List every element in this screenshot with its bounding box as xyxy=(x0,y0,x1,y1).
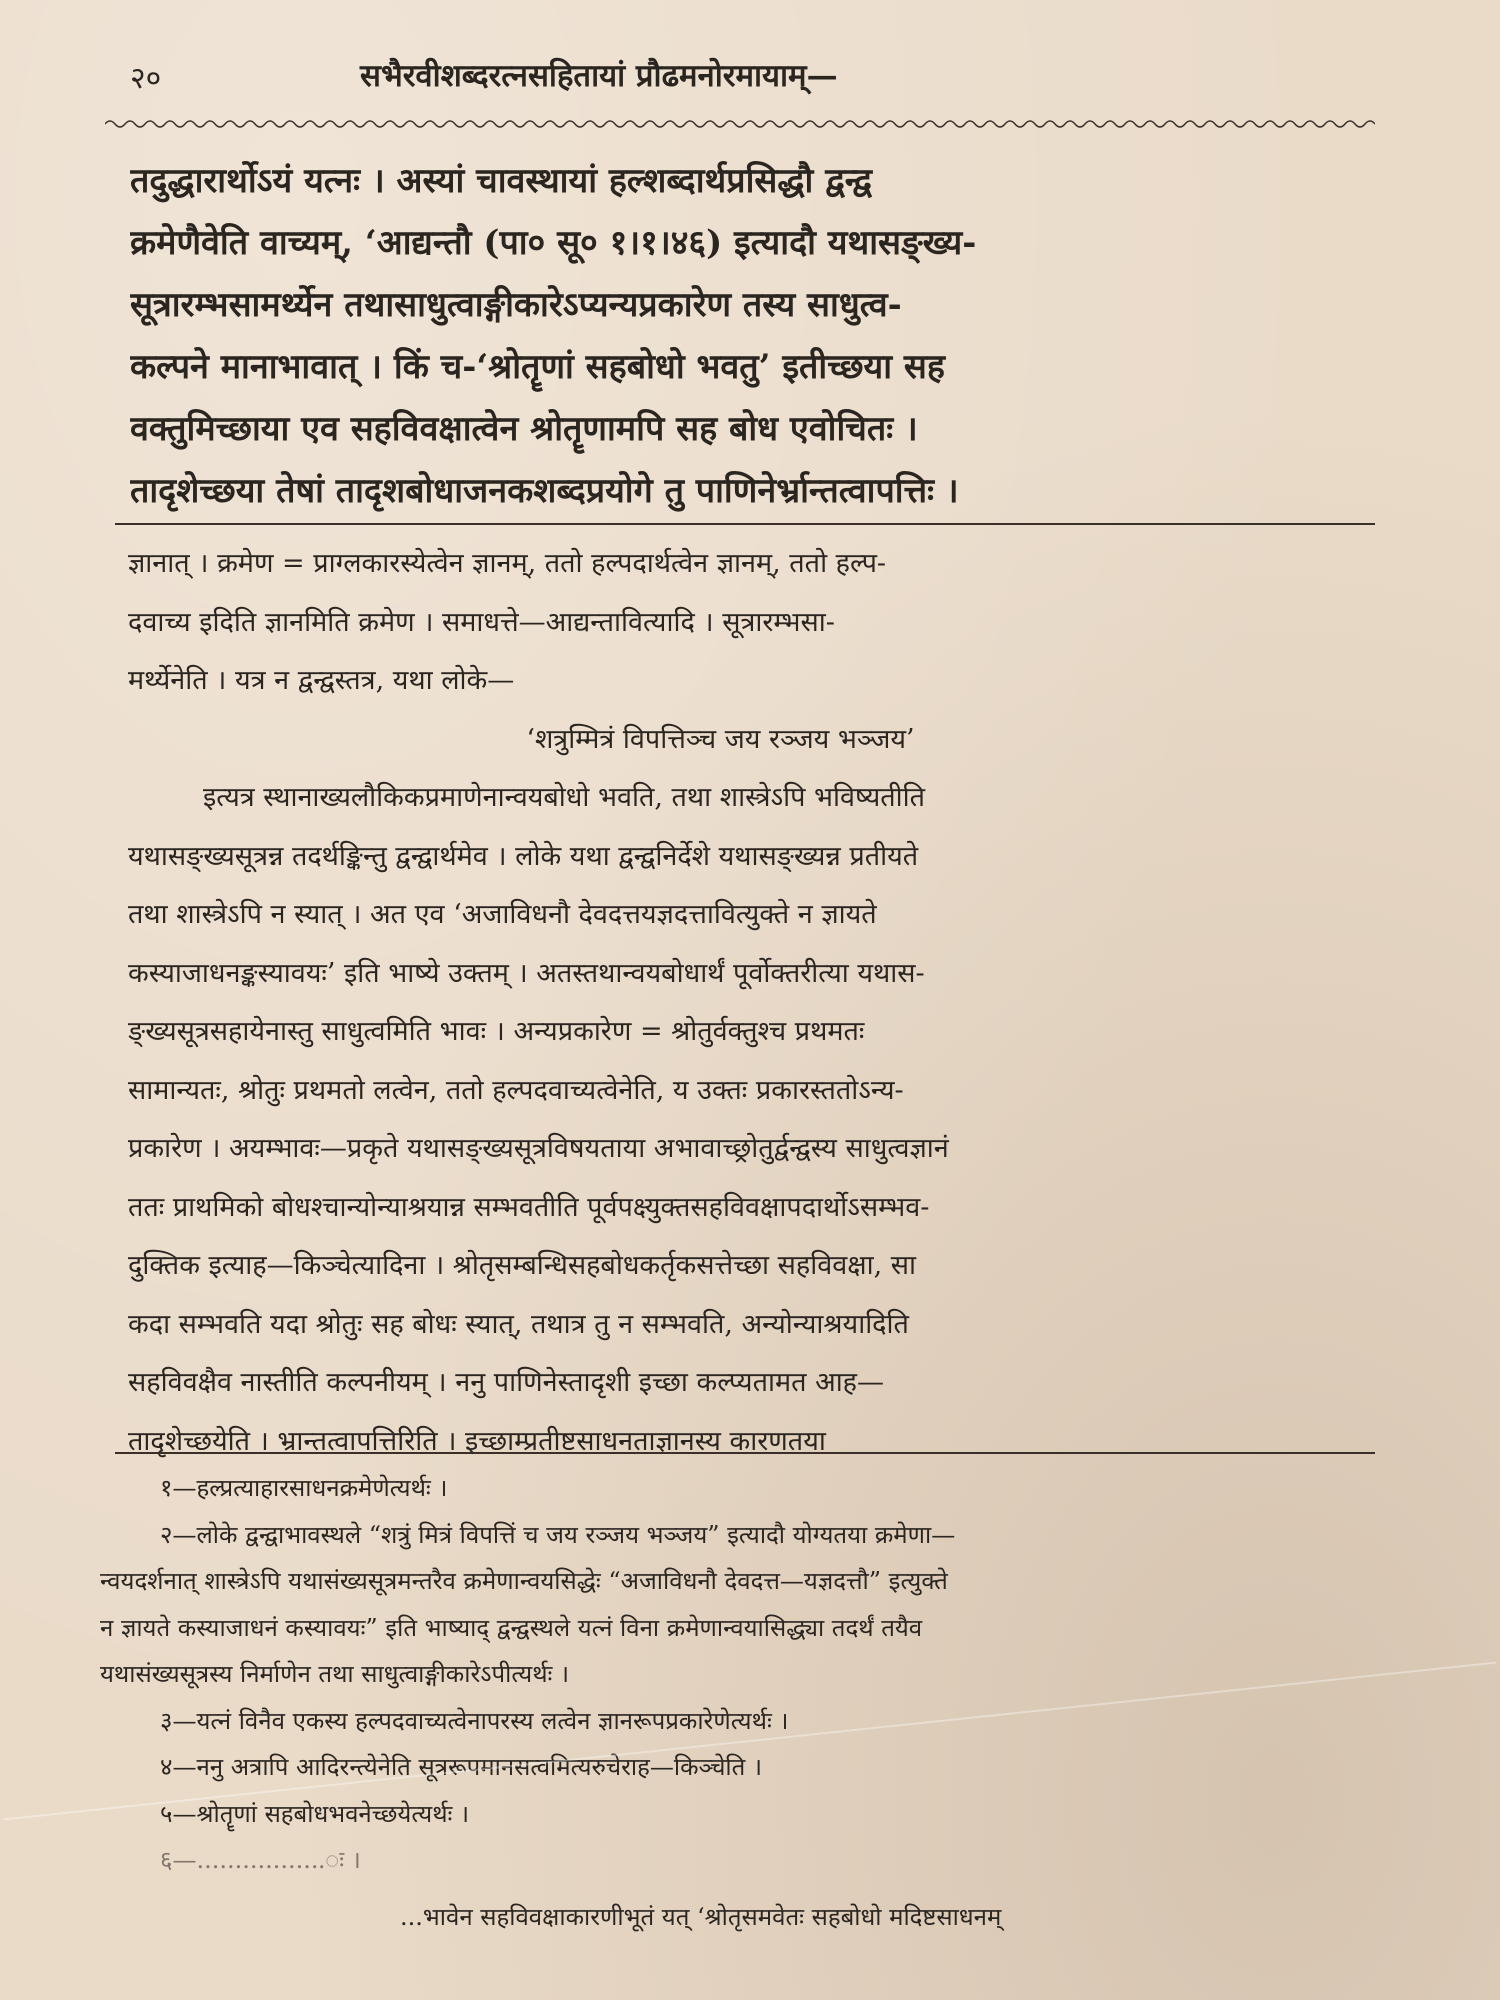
commentary-line: सहविवक्षैव नास्तीति कल्पनीयम् । ननु पाणिनेस्तादृशी इच्छा कल्प्यतामत आह— xyxy=(128,1367,884,1398)
page-number: २० xyxy=(130,61,162,96)
commentary-line: यथासङ्ख्यसूत्रन्न तदर्थङ्किन्तु द्वन्द्वार्थमेव । लोके यथा द्वन्द्वनिर्देशे यथासङ्ख्यन्न प्रतीयते xyxy=(128,840,919,872)
wavy-divider xyxy=(105,118,1375,130)
commentary-line: प्रकारेण । अयम्भावः—प्रकृते यथासङ्ख्यसूत्रविषयताया अभावाच्छ्रोतुर्द्वन्द्वस्य साधुत्वज्ञानं xyxy=(128,1133,949,1164)
commentary-line: कस्याजाधनङ्कस्यावयः’ इति भाष्ये उक्तम् । अतस्तथान्वयबोधार्थं पूर्वोक्तरीत्या यथास- xyxy=(128,957,925,989)
page-header xyxy=(120,50,1380,110)
root-text-line: कल्पने मानाभावात् । किं च-‘श्रोतॄणां सहबोधो भवतु’ इतीच्छया सह xyxy=(130,347,945,387)
commentary-line: ततः प्राथमिको बोधश्चान्योन्याश्रयान्न सम्भवतीति पूर्वपक्ष्युक्तसहविवक्षापदार्थोऽसम्भव- xyxy=(128,1191,930,1223)
footnote-continuation: यथासंख्यसूत्रस्य निर्माणेन तथा साधुत्वाङ्गीकारेऽपीत्यर्थः । xyxy=(100,1660,570,1688)
footnote: २—लोके द्वन्द्वाभावस्थले “शत्रुं मित्रं विपत्तिं च जय रञ्जय भञ्जय” इत्यादौ योग्यतया क्रमेणा— xyxy=(160,1520,956,1549)
footnote: ४—ननु अत्रापि आदिरन्त्येनेति सूत्ररूपमानसत्वमित्यरुचेराह—किञ्चेति । xyxy=(160,1753,763,1781)
commentary-line: दुक्तिक इत्याह—किञ्चेत्यादिना । श्रोतृसम्बन्धिसहबोधकर्तृकसत्तेच्छा सहविवक्षा, सा xyxy=(128,1250,916,1281)
commentary-line: इत्यत्र स्थानाख्यलौकिकप्रमाणेनान्वयबोधो भवति, तथा शास्त्रेऽपि भविष्यतीति xyxy=(203,782,926,813)
commentary-block xyxy=(128,535,1373,1471)
section-divider xyxy=(115,523,1375,525)
root-text-line: वक्तुमिच्छाया एव सहविवक्षात्वेन श्रोतॄणामपि सह बोध एवोचितः । xyxy=(130,409,918,449)
commentary-line: तादृशेच्छयेति । भ्रान्तत्वापत्तिरिति । इच्छाम्प्रतीष्टसाधनताज्ञानस्य कारणतया xyxy=(128,1425,826,1457)
footnote-continuation: न ज्ञायते कस्याजाधनं कस्यावयः” इति भाष्याद् द्वन्द्वस्थले यत्नं विना क्रमेणान्वयासिद्ध्या तदर्थं तयैव xyxy=(100,1613,923,1642)
footnote: ३—यत्नं विनैव एकस्य हल्पदवाच्यत्वेनापरस्य लत्वेन ज्ञानरूपप्रकारेणेत्यर्थः । xyxy=(160,1706,789,1735)
footnote: ५—श्रोतॄणां सहबोधभवनेच्छयेत्यर्थः । xyxy=(160,1799,470,1828)
commentary-line: सामान्यतः, श्रोतुः प्रथमतो लत्वेन, ततो हल्पदवाच्यत्वेनेति, य उक्तः प्रकारस्ततोऽन्य- xyxy=(128,1074,904,1106)
running-title: सभैरवीशब्दरत्नसहितायां प्रौढमनोरमायाम्— xyxy=(360,58,838,94)
commentary-line: ङ्ख्यसूत्रसहायेनास्तु साधुत्वमिति भावः । अन्यप्रकारेण = श्रोतुर्वक्तुश्च प्रथमतः xyxy=(128,1016,865,1047)
root-text-line: क्रमेणैवेति वाच्यम्, ‘आद्यन्तौ (पा० सू० १।१।४६) इत्यादौ यथासङ्ख्य- xyxy=(130,223,977,263)
commentary-line: कदा सम्भवति यदा श्रोतुः सह बोधः स्यात्, तथात्र तु न सम्भवति, अन्योन्याश्रयादिति xyxy=(128,1308,909,1340)
quoted-verse: ‘शत्रुम्मित्रं विपत्तिञ्च जय रञ्जय भञ्जय’ xyxy=(526,723,915,755)
commentary-line: तथा शास्त्रेऽपि न स्यात् । अत एव ‘अजाविधनौ देवदत्तयज्ञदत्तावित्युक्ते न ज्ञायते xyxy=(128,899,877,930)
footnote-continuation: ...भावेन सहविवक्षाकारणीभूतं यत् ‘श्रोतृसमवेतः सहबोधो मदिष्टसाधनम् xyxy=(400,1902,1002,1931)
root-text-block xyxy=(130,150,1370,522)
root-text-line: तदुद्धारार्थोऽयं यत्नः । अस्यां चावस्थायां हल्शब्दार्थप्रसिद्धौ द्वन्द्व xyxy=(130,161,872,201)
root-text-line: सूत्रारम्भसामर्थ्येन तथासाधुत्वाङ्गीकारेऽप्यन्यप्रकारेण तस्य साधुत्व- xyxy=(130,285,902,325)
root-text-line: तादृशेच्छया तेषां तादृशबोधाजनकशब्दप्रयोगे तु पाणिनेर्भ्रान्तत्वापत्तिः । xyxy=(130,471,959,511)
footnote-divider xyxy=(115,1452,1375,1454)
commentary-line: दवाच्य इदिति ज्ञानमिति क्रमेण । समाधत्ते—आद्यन्तावित्यादि । सूत्रारम्भसा- xyxy=(128,606,835,638)
footnote: १—हल्प्रत्याहारसाधनक्रमेणेत्यर्थः । xyxy=(160,1474,448,1502)
footnote-continuation: न्वयदर्शनात् शास्त्रेऽपि यथासंख्यसूत्रमन्तरैव क्रमेणान्वयसिद्धेः “अजाविधनौ देवदत्त—यज्ञदत्तौ” इत्युक्ते xyxy=(100,1567,948,1595)
footnotes-block xyxy=(100,1465,1375,1940)
commentary-line: मर्थ्येनेति । यत्र न द्वन्द्वस्तत्र, यथा लोके— xyxy=(128,665,515,696)
commentary-line: ज्ञानात् । क्रमेण = प्राग्लकारस्येत्वेन ज्ञानम्, ततो हल्पदार्थत्वेन ज्ञानम्, ततो हल्प- xyxy=(128,548,887,579)
footnote-damaged: ६—.................ः । xyxy=(160,1846,361,1874)
